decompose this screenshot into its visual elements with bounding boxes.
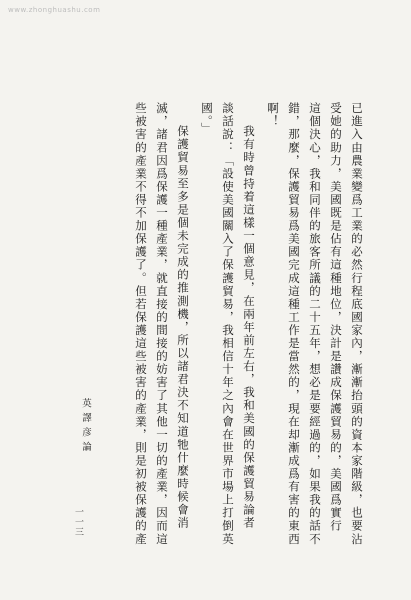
text-column-10: 滅，諸君因爲保護一種產業，就直接的間接的妨害了其他一切的產業，因而這: [155, 102, 169, 546]
text-column-3: 這個決心，我和同伴的旅客所議的二十五年，想必是要經過的，如果我的話不: [308, 102, 322, 546]
text-column-7: 談話說：「設使美國關入了保護貿易，我相信十年之內會在世界市場上打倒英: [221, 102, 235, 546]
text-column-11: 些被害的產業不得不加保護了。但若保護這些被害的產業，則是初被保護的產: [134, 102, 148, 546]
text-column-4: 錯，那麼，保護貿易爲美國完成這種工作是當然的，現在却漸成爲有害的東西: [287, 102, 301, 546]
page-number: 一一三: [73, 507, 83, 537]
text-column-5: 啊！: [266, 102, 280, 129]
watermark: www.zhonghuashu.com: [8, 6, 101, 14]
text-column-6: 我有時曾持着這樣一個意見，在兩年前左右，我和美國的保護貿易論者: [242, 125, 256, 530]
text-column-8: 國。」: [200, 102, 214, 136]
text-column-2: 受她的助力，美國既是佔有這種地位，決計是讚成保護貿易的，美國爲實行: [329, 102, 343, 533]
running-title: 英譯彦論: [80, 398, 91, 456]
text-column-1: 已進入由農業變爲工業的必然行程底國家內，漸漸抬頭的資本家階級，也要沾: [350, 102, 364, 546]
text-column-9: 保護貿易至多是個未完成的推測機，所以諸君決不知道牠什麼時候會消: [176, 125, 190, 530]
